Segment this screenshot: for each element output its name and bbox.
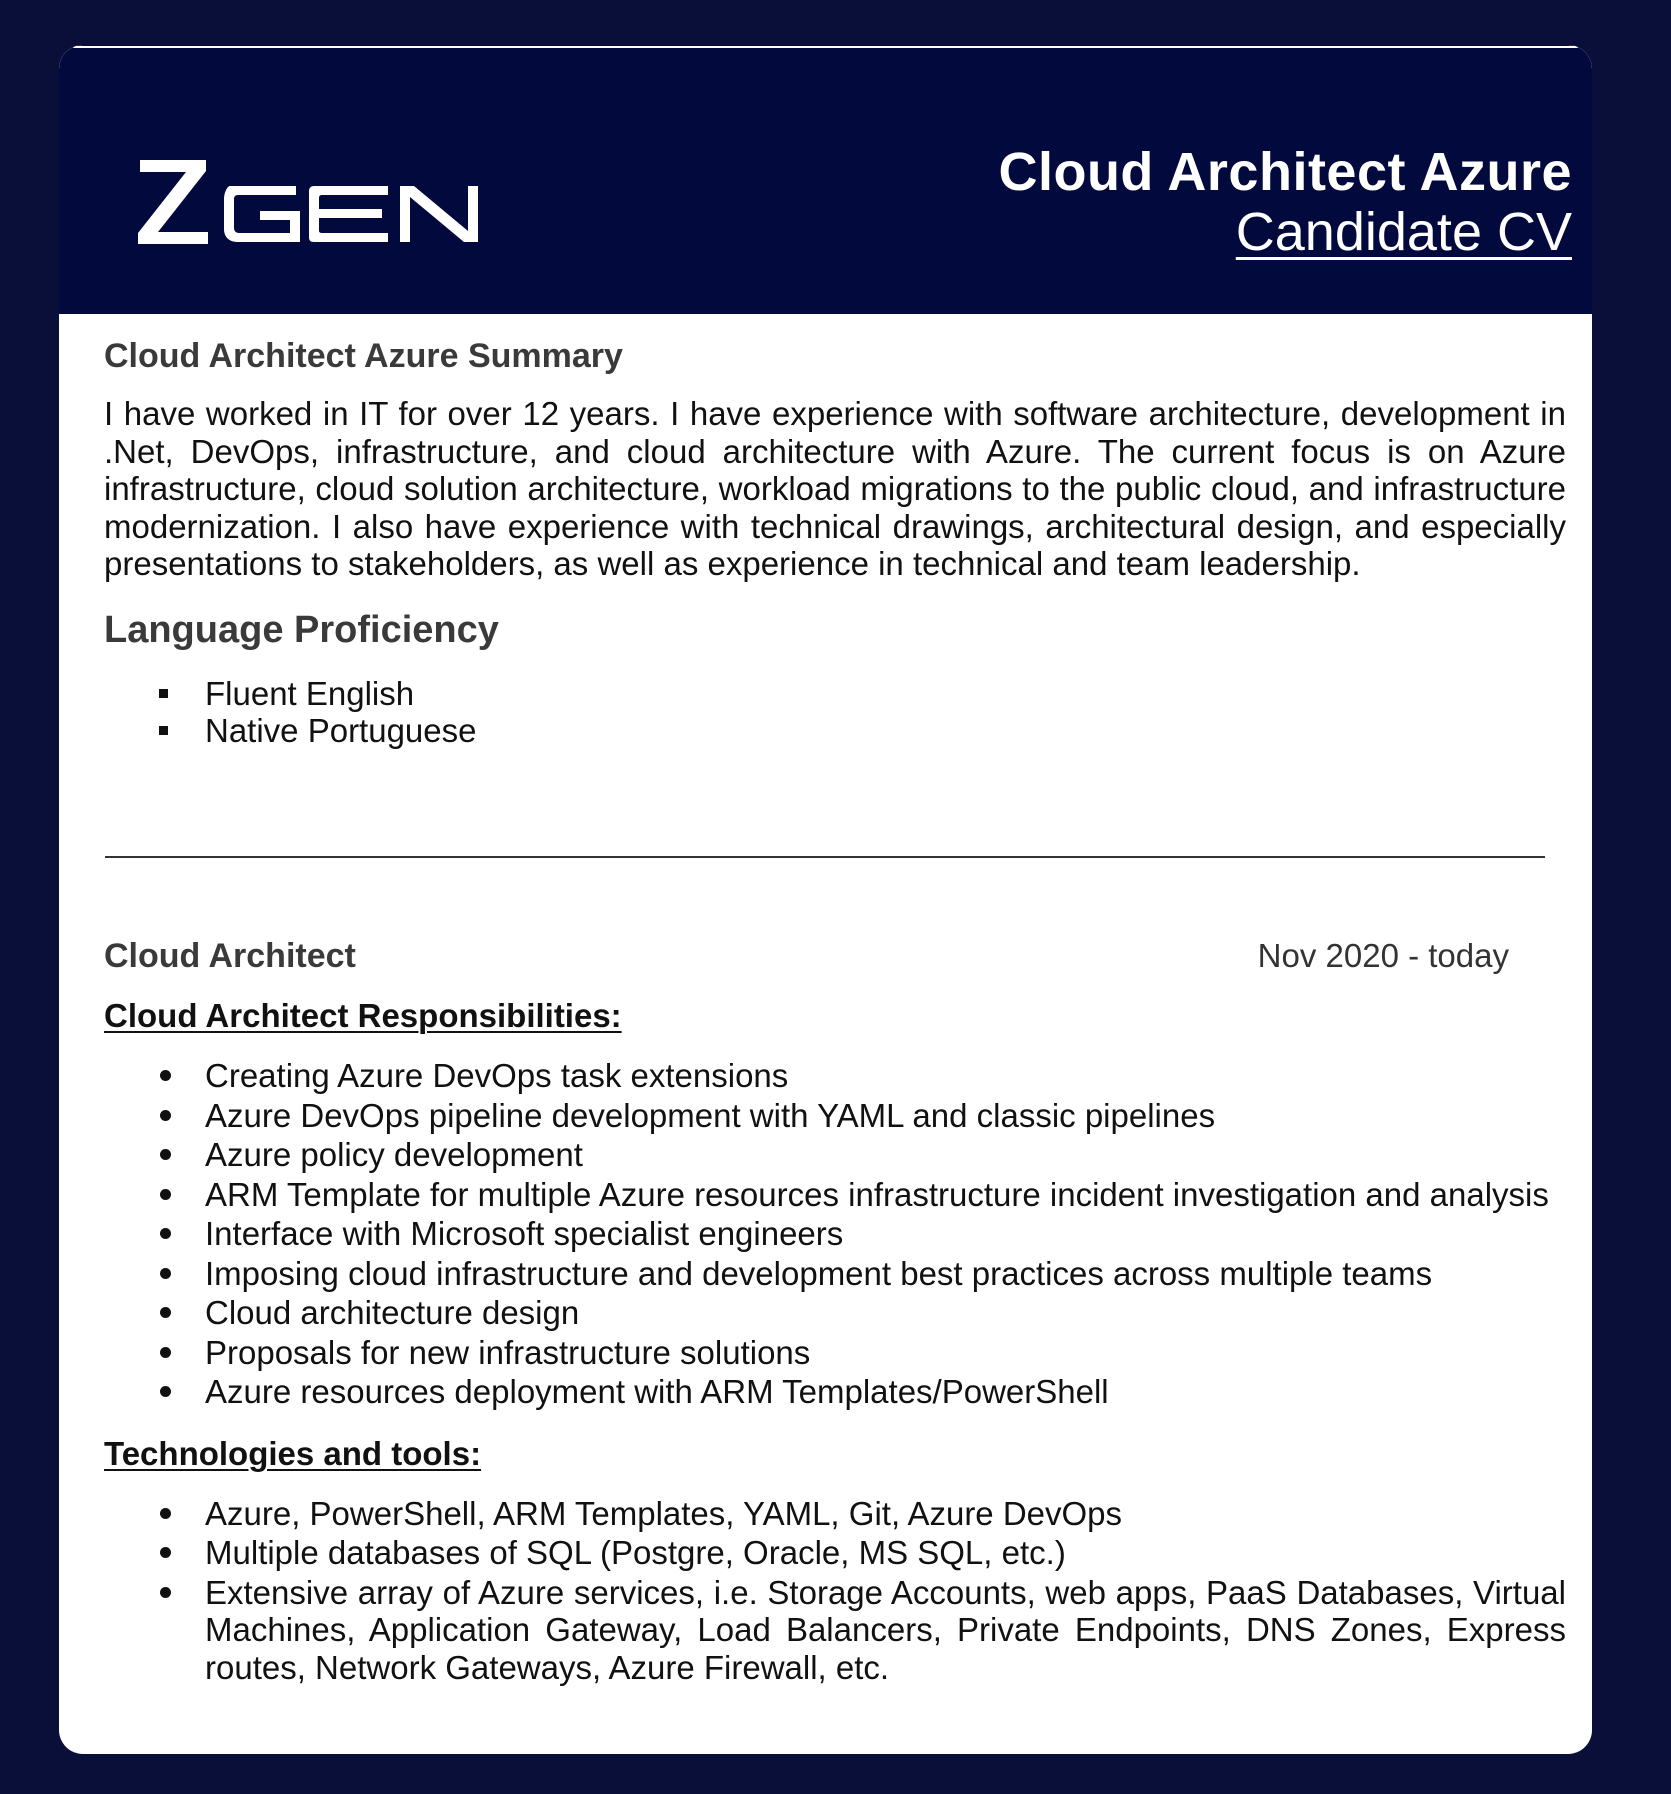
job-title: Cloud Architect xyxy=(104,937,356,975)
responsibility-item xyxy=(104,1136,1566,1174)
summary-heading: Cloud Architect Azure Summary xyxy=(104,337,623,375)
job-dates: Nov 2020 - today xyxy=(1257,937,1509,974)
bullet-dot-icon xyxy=(160,1149,171,1160)
summary-section xyxy=(104,335,1566,750)
language-item-label: Native Portuguese xyxy=(205,712,477,749)
document-title: Cloud Architect Azure xyxy=(998,142,1572,202)
cv-header xyxy=(59,45,1592,314)
responsibility-text: Proposals for new infrastructure solutions xyxy=(205,1333,811,1371)
language-heading: Language Proficiency xyxy=(104,608,499,651)
tool-text: Multiple databases of SQL (Postgre, Oracle, MS SQL, etc.) xyxy=(205,1534,1066,1571)
job-header-row xyxy=(104,935,1566,977)
bullet-dot-icon xyxy=(160,1508,171,1519)
bullet-dot-icon xyxy=(160,1070,171,1081)
document-subtitle: Candidate CV xyxy=(1235,202,1572,262)
responsibility-text: Azure DevOps pipeline development with YAML and classic pipelines xyxy=(205,1096,1216,1134)
cv-card xyxy=(59,45,1592,1754)
job-section xyxy=(104,935,1566,1688)
tools-heading: Technologies and tools: xyxy=(104,1434,482,1472)
tool-item xyxy=(104,1534,1566,1572)
responsibility-text: ARM Template for multiple Azure resources infrastructure incident investigation and analysis xyxy=(205,1175,1549,1213)
language-item xyxy=(104,712,1566,750)
tools-list xyxy=(104,1495,1566,1687)
responsibility-text: Creating Azure DevOps task extensions xyxy=(205,1057,789,1094)
language-item-label: Fluent English xyxy=(205,674,415,712)
responsibility-item xyxy=(104,1373,1566,1411)
zgen-logo-graphic xyxy=(138,154,478,254)
header-title-block xyxy=(998,142,1572,262)
responsibilities-heading: Cloud Architect Responsibilities: xyxy=(104,997,622,1034)
responsibility-text: Cloud architecture design xyxy=(205,1294,580,1331)
zgen-logo xyxy=(138,154,478,259)
responsibility-text: Interface with Microsoft specialist engineers xyxy=(205,1215,844,1252)
responsibility-item xyxy=(104,1097,1566,1135)
responsibility-text: Azure policy development xyxy=(205,1136,583,1173)
bullet-dot-icon xyxy=(160,1268,171,1279)
header-top-rule xyxy=(73,46,1578,48)
bullet-dot-icon xyxy=(160,1110,171,1121)
responsibility-item xyxy=(104,1215,1566,1253)
responsibility-item xyxy=(104,1294,1566,1332)
tool-text: Azure, PowerShell, ARM Templates, YAML, Git, Azure DevOps xyxy=(205,1494,1123,1532)
bullet-dot-icon xyxy=(160,1386,171,1397)
square-bullet-icon xyxy=(159,689,168,698)
square-bullet-icon xyxy=(159,726,168,735)
responsibilities-list xyxy=(104,1057,1566,1411)
responsibility-item xyxy=(104,1334,1566,1372)
responsibility-text: Imposing cloud infrastructure and development best practices across multiple teams xyxy=(205,1254,1433,1292)
section-divider xyxy=(105,856,1545,858)
responsibility-item xyxy=(104,1057,1566,1095)
language-list xyxy=(104,675,1566,750)
bullet-dot-icon xyxy=(160,1347,171,1358)
responsibility-item xyxy=(104,1255,1566,1293)
bullet-dot-icon xyxy=(160,1307,171,1318)
responsibility-item xyxy=(104,1176,1566,1214)
bullet-dot-icon xyxy=(160,1189,171,1200)
tool-item xyxy=(104,1574,1566,1687)
responsibility-text: Azure resources deployment with ARM Templates/PowerShell xyxy=(205,1373,1109,1410)
summary-text: I have worked in IT for over 12 years. I have experience with software architecture, development in .Net, DevOps, infrastructure, and cloud architecture with Azure. The current focus is on Azure infrastructure, cloud solution architecture, workload migrations to the public cloud, and infrastructure modernization. I also have experience with technical drawings, architectural design, and especially presentations to stakeholders, as well as experience in technical and team leadership. xyxy=(104,395,1566,582)
bullet-dot-icon xyxy=(160,1228,171,1239)
language-item xyxy=(104,675,1566,713)
bullet-dot-icon xyxy=(160,1547,171,1558)
tool-item xyxy=(104,1495,1566,1533)
tool-text: Extensive array of Azure services, i.e. Storage Accounts, web apps, PaaS Databases, Virtual Machines, Application Gateway, Load Balancers, Private Endpoints, DNS Zones, Express routes, Network Gateways, Azure Firewall, etc. xyxy=(205,1573,1566,1686)
bullet-dot-icon xyxy=(160,1587,171,1598)
